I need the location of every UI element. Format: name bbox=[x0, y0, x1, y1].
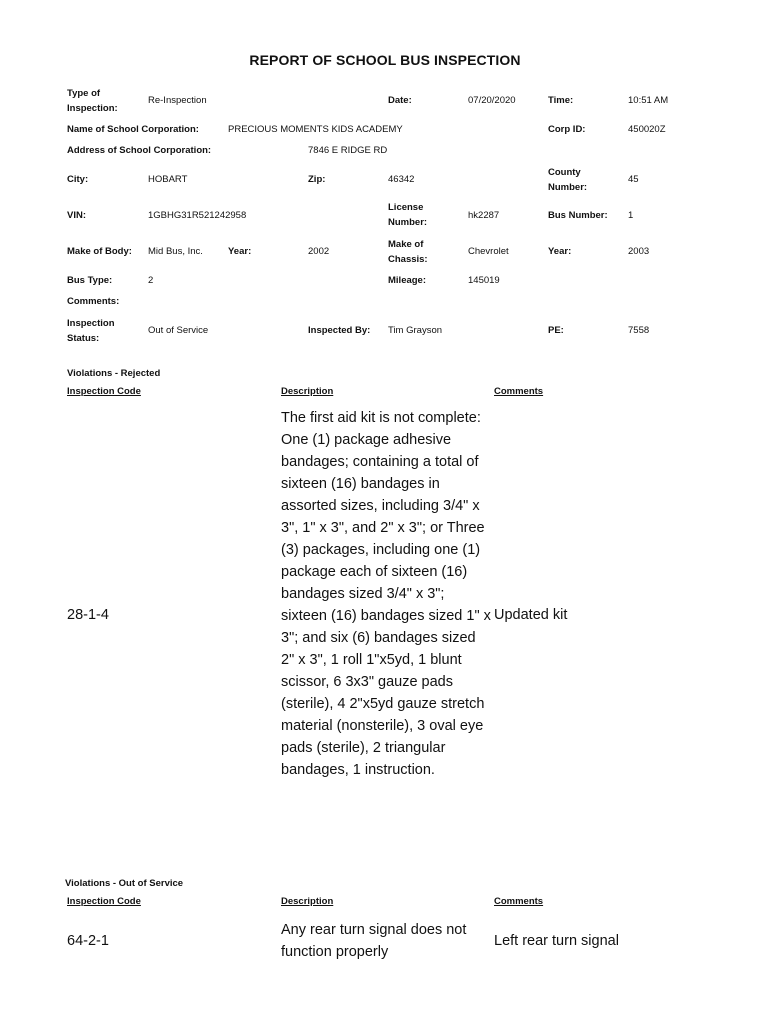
time-label: Time: bbox=[548, 95, 574, 106]
oos-description-header: Description bbox=[281, 896, 334, 907]
rejected-section-title: Violations - Rejected bbox=[67, 368, 161, 379]
county-number-label: County Number: bbox=[548, 167, 588, 193]
mileage-value: 145019 bbox=[468, 275, 500, 286]
body-year-label: Year: bbox=[228, 246, 252, 257]
county-number-value: 45 bbox=[628, 174, 639, 185]
oos-code-header: Inspection Code bbox=[67, 896, 141, 907]
bus-number-label: Bus Number: bbox=[548, 210, 608, 221]
date-label: Date: bbox=[388, 95, 412, 106]
rejected-description-header: Description bbox=[281, 386, 334, 397]
oos-comments-header: Comments bbox=[494, 896, 544, 907]
city-value: HOBART bbox=[148, 174, 188, 185]
pe-label: PE: bbox=[548, 325, 564, 336]
type-of-inspection-value: Re-Inspection bbox=[148, 95, 207, 106]
make-of-body-label: Make of Body: bbox=[67, 246, 132, 257]
license-number-value: hk2287 bbox=[468, 210, 500, 221]
chassis-year-label: Year: bbox=[548, 246, 572, 257]
address-label: Address of School Corporation: bbox=[67, 145, 212, 156]
vin-value: 1GBHG31R521242958 bbox=[148, 210, 247, 221]
mileage-label: Mileage: bbox=[388, 275, 427, 286]
city-label: City: bbox=[67, 174, 89, 185]
rejected-code-header: Inspection Code bbox=[67, 386, 141, 397]
oos-section-title: Violations - Out of Service bbox=[65, 878, 184, 889]
inspection-status-label: Inspection Status: bbox=[67, 318, 115, 344]
address-value: 7846 E RIDGE RD bbox=[308, 145, 388, 156]
school-corp-value: PRECIOUS MOMENTS KIDS ACADEMY bbox=[228, 124, 403, 135]
date-value: 07/20/2020 bbox=[468, 95, 516, 106]
comments-label: Comments: bbox=[67, 296, 120, 307]
pe-value: 7558 bbox=[628, 325, 650, 336]
body-year-value: 2002 bbox=[308, 246, 330, 257]
oos-row-comment: Left rear turn signal bbox=[494, 933, 619, 949]
school-corp-label: Name of School Corporation: bbox=[67, 124, 199, 135]
rejected-comments-header: Comments bbox=[494, 386, 544, 397]
make-of-chassis-value: Chevrolet bbox=[468, 246, 509, 257]
time-value: 10:51 AM bbox=[628, 95, 669, 106]
rejected-row-description: The first aid kit is not complete: One (1) package adhesive bandages; containing a total of sixteen (16) bandages in assorted sizes, including 3/4" x 3", 1" x 3", and 2" x 3"; or Three (3) packages, including one (1) package each of sixteen (16) bandages sized 3/4" x 3"; sixteen (16) bandages sized 1" x 3"; and six (6) bandages sized 2" x 3", 1 roll 1"x5yd, 1 blunt scissor, 6 3x3" gauze pads (sterile), 4 2"x5yd gauze stretch material (nonsterile), 3 oval eye pads (sterile), 2 triangular bandages, 1 instruction. bbox=[281, 410, 491, 778]
corp-id-value: 450020Z bbox=[628, 124, 666, 135]
bus-type-value: 2 bbox=[148, 275, 154, 286]
rejected-row-comment: Updated kit bbox=[494, 607, 568, 623]
vin-label: VIN: bbox=[67, 210, 86, 221]
make-of-chassis-label: Make of Chassis: bbox=[388, 239, 428, 265]
make-of-body-value: Mid Bus, Inc. bbox=[148, 246, 203, 257]
inspected-by-label: Inspected By: bbox=[308, 325, 371, 336]
inspection-status-value: Out of Service bbox=[148, 325, 209, 336]
bus-number-value: 1 bbox=[628, 210, 634, 221]
zip-label: Zip: bbox=[308, 174, 326, 185]
type-of-inspection-label: Type of Inspection: bbox=[67, 88, 118, 114]
rejected-row-code: 28-1-4 bbox=[67, 607, 109, 623]
oos-row-description: Any rear turn signal does not function properly bbox=[281, 922, 467, 960]
license-number-label: License Number: bbox=[388, 202, 428, 228]
report-title: REPORT OF SCHOOL BUS INSPECTION bbox=[249, 52, 521, 68]
oos-row-code: 64-2-1 bbox=[67, 933, 109, 949]
corp-id-label: Corp ID: bbox=[548, 124, 586, 135]
inspected-by-value: Tim Grayson bbox=[388, 325, 443, 336]
zip-value: 46342 bbox=[388, 174, 415, 185]
chassis-year-value: 2003 bbox=[628, 246, 650, 257]
bus-type-label: Bus Type: bbox=[67, 275, 113, 286]
